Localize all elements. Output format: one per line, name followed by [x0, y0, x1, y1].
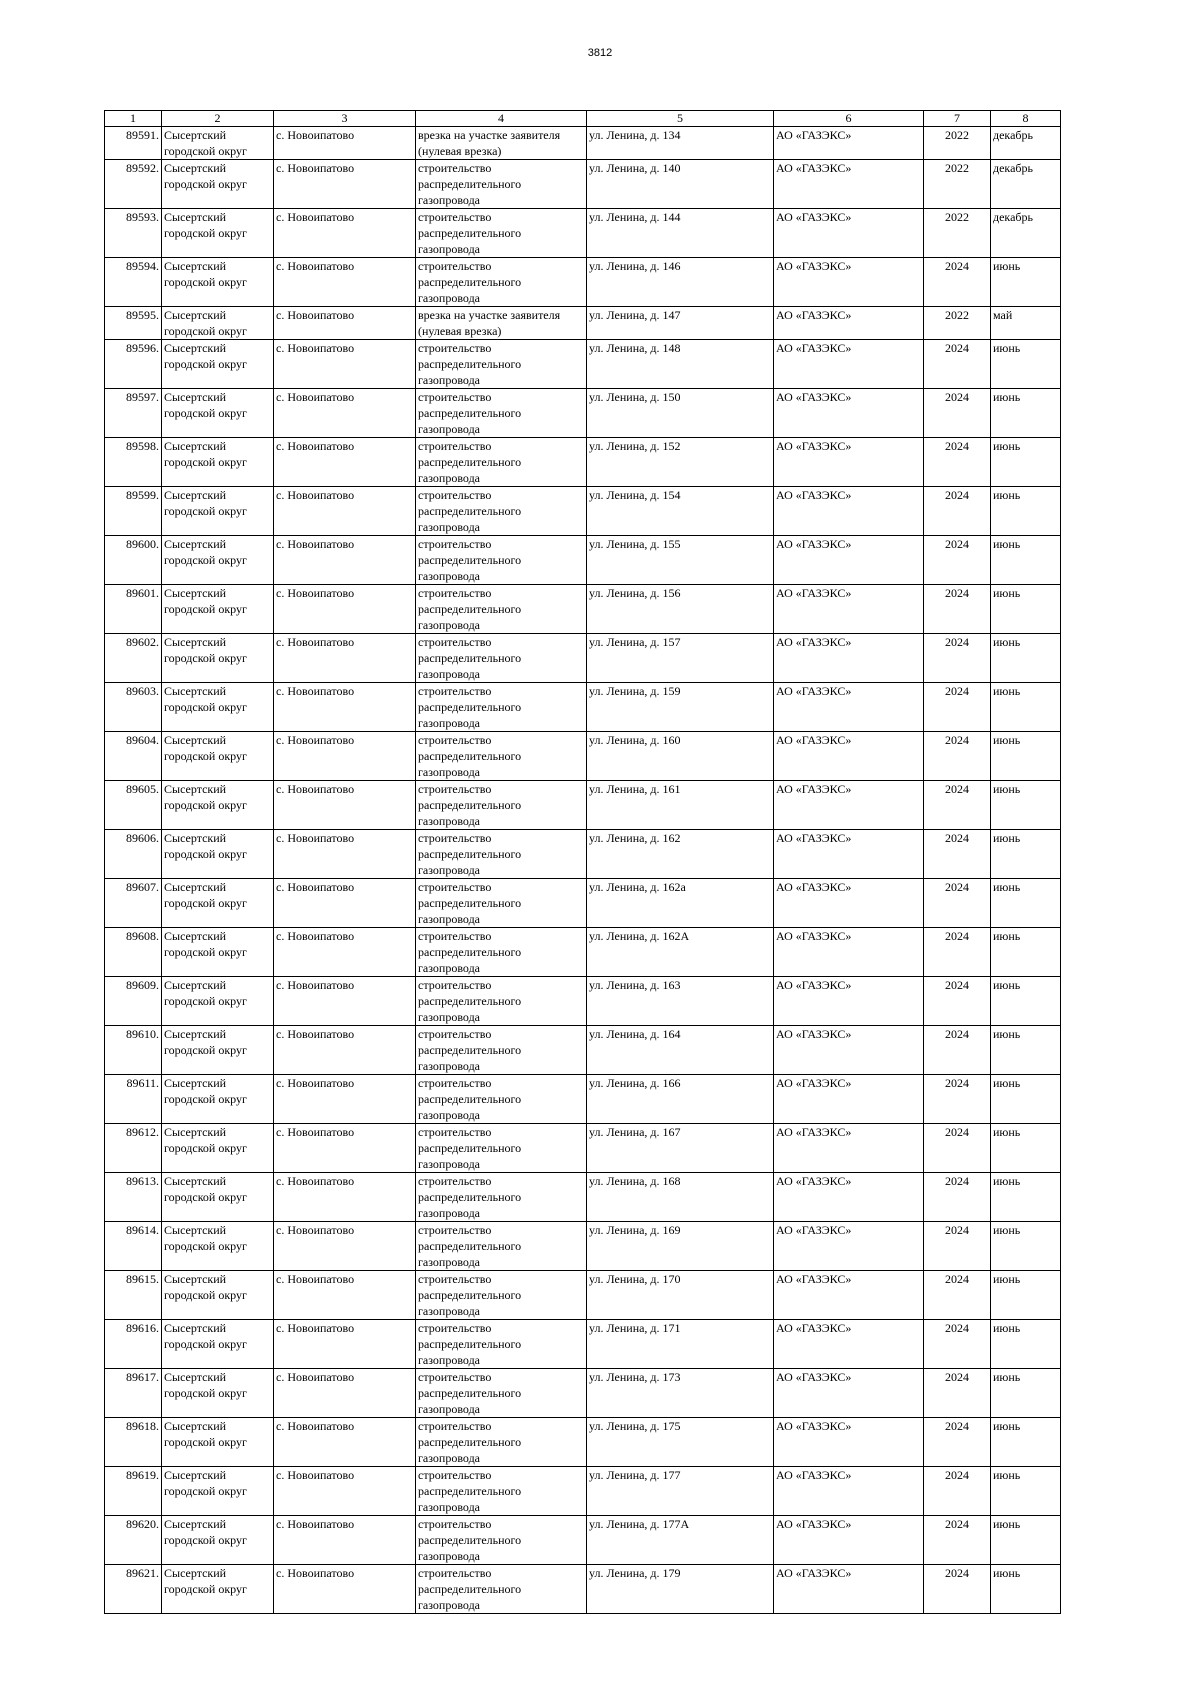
work-type-cell: строительство распределительного газопровода	[416, 1271, 587, 1320]
district-cell: Сысертский городской округ	[162, 634, 274, 683]
table-row	[105, 1320, 1061, 1369]
organization-cell: АО «ГАЗЭКС»	[774, 1418, 924, 1467]
work-type-cell: строительство распределительного газопровода	[416, 487, 587, 536]
table-row	[105, 781, 1061, 830]
organization-cell: АО «ГАЗЭКС»	[774, 683, 924, 732]
address-cell: ул. Ленина, д. 162а	[587, 879, 774, 928]
district-cell: Сысертский городской округ	[162, 1369, 274, 1418]
column-header-5: 5	[587, 111, 774, 127]
work-type-cell: строительство распределительного газопровода	[416, 1516, 587, 1565]
organization-cell: АО «ГАЗЭКС»	[774, 160, 924, 209]
work-type-cell: строительство распределительного газопровода	[416, 160, 587, 209]
row-number-cell: 89598.	[105, 438, 162, 487]
row-number-cell: 89608.	[105, 928, 162, 977]
row-number-cell: 89593.	[105, 209, 162, 258]
locality-cell: с. Новоипатово	[274, 487, 416, 536]
address-cell: ул. Ленина, д. 177А	[587, 1516, 774, 1565]
column-header-6: 6	[774, 111, 924, 127]
organization-cell: АО «ГАЗЭКС»	[774, 209, 924, 258]
year-cell: 2024	[924, 258, 991, 307]
address-cell: ул. Ленина, д. 146	[587, 258, 774, 307]
district-cell: Сысертский городской округ	[162, 1222, 274, 1271]
locality-cell: с. Новоипатово	[274, 928, 416, 977]
address-cell: ул. Ленина, д. 156	[587, 585, 774, 634]
locality-cell: с. Новоипатово	[274, 127, 416, 160]
header-row	[105, 111, 1061, 127]
address-cell: ул. Ленина, д. 144	[587, 209, 774, 258]
district-cell: Сысертский городской округ	[162, 1467, 274, 1516]
table-header	[105, 111, 1061, 127]
district-cell: Сысертский городской округ	[162, 879, 274, 928]
locality-cell: с. Новоипатово	[274, 1516, 416, 1565]
organization-cell: АО «ГАЗЭКС»	[774, 307, 924, 340]
address-cell: ул. Ленина, д. 154	[587, 487, 774, 536]
address-cell: ул. Ленина, д. 177	[587, 1467, 774, 1516]
organization-cell: АО «ГАЗЭКС»	[774, 781, 924, 830]
row-number-cell: 89620.	[105, 1516, 162, 1565]
table-row	[105, 1369, 1061, 1418]
district-cell: Сысертский городской округ	[162, 1565, 274, 1614]
page-number: 3812	[587, 47, 613, 59]
organization-cell: АО «ГАЗЭКС»	[774, 634, 924, 683]
table-row	[105, 879, 1061, 928]
year-cell: 2024	[924, 487, 991, 536]
address-cell: ул. Ленина, д. 134	[587, 127, 774, 160]
table-row	[105, 977, 1061, 1026]
locality-cell: с. Новоипатово	[274, 781, 416, 830]
month-cell: июнь	[991, 879, 1061, 928]
organization-cell: АО «ГАЗЭКС»	[774, 127, 924, 160]
district-cell: Сысертский городской округ	[162, 732, 274, 781]
month-cell: декабрь	[991, 160, 1061, 209]
locality-cell: с. Новоипатово	[274, 1369, 416, 1418]
work-type-cell: строительство распределительного газопровода	[416, 258, 587, 307]
address-cell: ул. Ленина, д. 155	[587, 536, 774, 585]
address-cell: ул. Ленина, д. 169	[587, 1222, 774, 1271]
year-cell: 2024	[924, 340, 991, 389]
address-cell: ул. Ленина, д. 159	[587, 683, 774, 732]
address-cell: ул. Ленина, д. 148	[587, 340, 774, 389]
work-type-cell: строительство распределительного газопровода	[416, 1026, 587, 1075]
locality-cell: с. Новоипатово	[274, 1467, 416, 1516]
organization-cell: АО «ГАЗЭКС»	[774, 340, 924, 389]
month-cell: июнь	[991, 1173, 1061, 1222]
gasification-table	[104, 110, 1061, 1614]
organization-cell: АО «ГАЗЭКС»	[774, 1320, 924, 1369]
row-number-cell: 89615.	[105, 1271, 162, 1320]
locality-cell: с. Новоипатово	[274, 1026, 416, 1075]
organization-cell: АО «ГАЗЭКС»	[774, 585, 924, 634]
locality-cell: с. Новоипатово	[274, 1565, 416, 1614]
table-row	[105, 634, 1061, 683]
table-row	[105, 1173, 1061, 1222]
district-cell: Сысертский городской округ	[162, 487, 274, 536]
organization-cell: АО «ГАЗЭКС»	[774, 830, 924, 879]
organization-cell: АО «ГАЗЭКС»	[774, 1173, 924, 1222]
table-row	[105, 1026, 1061, 1075]
address-cell: ул. Ленина, д. 150	[587, 389, 774, 438]
work-type-cell: врезка на участке заявителя (нулевая врезка)	[416, 127, 587, 160]
organization-cell: АО «ГАЗЭКС»	[774, 536, 924, 585]
year-cell: 2024	[924, 536, 991, 585]
address-cell: ул. Ленина, д. 170	[587, 1271, 774, 1320]
table-row	[105, 928, 1061, 977]
locality-cell: с. Новоипатово	[274, 1124, 416, 1173]
year-cell: 2024	[924, 781, 991, 830]
locality-cell: с. Новоипатово	[274, 1222, 416, 1271]
district-cell: Сысертский городской округ	[162, 127, 274, 160]
work-type-cell: строительство распределительного газопровода	[416, 1369, 587, 1418]
locality-cell: с. Новоипатово	[274, 536, 416, 585]
table-row	[105, 487, 1061, 536]
work-type-cell: строительство распределительного газопровода	[416, 928, 587, 977]
organization-cell: АО «ГАЗЭКС»	[774, 1467, 924, 1516]
table-body	[105, 127, 1061, 1614]
table-row	[105, 258, 1061, 307]
district-cell: Сысертский городской округ	[162, 977, 274, 1026]
locality-cell: с. Новоипатово	[274, 438, 416, 487]
year-cell: 2024	[924, 438, 991, 487]
district-cell: Сысертский городской округ	[162, 307, 274, 340]
locality-cell: с. Новоипатово	[274, 977, 416, 1026]
year-cell: 2024	[924, 1173, 991, 1222]
month-cell: июнь	[991, 258, 1061, 307]
address-cell: ул. Ленина, д. 171	[587, 1320, 774, 1369]
row-number-cell: 89592.	[105, 160, 162, 209]
address-cell: ул. Ленина, д. 173	[587, 1369, 774, 1418]
table-row	[105, 340, 1061, 389]
organization-cell: АО «ГАЗЭКС»	[774, 732, 924, 781]
month-cell: июнь	[991, 1026, 1061, 1075]
address-cell: ул. Ленина, д. 161	[587, 781, 774, 830]
district-cell: Сысертский городской округ	[162, 1320, 274, 1369]
district-cell: Сысертский городской округ	[162, 585, 274, 634]
locality-cell: с. Новоипатово	[274, 340, 416, 389]
month-cell: июнь	[991, 830, 1061, 879]
table-row	[105, 732, 1061, 781]
district-cell: Сысертский городской округ	[162, 1173, 274, 1222]
work-type-cell: строительство распределительного газопровода	[416, 781, 587, 830]
work-type-cell: строительство распределительного газопровода	[416, 1173, 587, 1222]
month-cell: июнь	[991, 1565, 1061, 1614]
district-cell: Сысертский городской округ	[162, 438, 274, 487]
work-type-cell: строительство распределительного газопровода	[416, 879, 587, 928]
month-cell: июнь	[991, 781, 1061, 830]
district-cell: Сысертский городской округ	[162, 340, 274, 389]
month-cell: июнь	[991, 1222, 1061, 1271]
row-number-cell: 89603.	[105, 683, 162, 732]
work-type-cell: строительство распределительного газопровода	[416, 1222, 587, 1271]
row-number-cell: 89614.	[105, 1222, 162, 1271]
work-type-cell: строительство распределительного газопровода	[416, 634, 587, 683]
row-number-cell: 89605.	[105, 781, 162, 830]
work-type-cell: строительство распределительного газопровода	[416, 732, 587, 781]
organization-cell: АО «ГАЗЭКС»	[774, 487, 924, 536]
locality-cell: с. Новоипатово	[274, 1075, 416, 1124]
year-cell: 2024	[924, 1026, 991, 1075]
address-cell: ул. Ленина, д. 175	[587, 1418, 774, 1467]
district-cell: Сысертский городской округ	[162, 536, 274, 585]
year-cell: 2024	[924, 879, 991, 928]
row-number-cell: 89597.	[105, 389, 162, 438]
year-cell: 2024	[924, 1565, 991, 1614]
organization-cell: АО «ГАЗЭКС»	[774, 928, 924, 977]
district-cell: Сысертский городской округ	[162, 1271, 274, 1320]
district-cell: Сысертский городской округ	[162, 160, 274, 209]
row-number-cell: 89616.	[105, 1320, 162, 1369]
row-number-cell: 89617.	[105, 1369, 162, 1418]
row-number-cell: 89595.	[105, 307, 162, 340]
work-type-cell: строительство распределительного газопровода	[416, 1320, 587, 1369]
month-cell: декабрь	[991, 127, 1061, 160]
district-cell: Сысертский городской округ	[162, 830, 274, 879]
year-cell: 2024	[924, 830, 991, 879]
table-row	[105, 1565, 1061, 1614]
year-cell: 2024	[924, 1369, 991, 1418]
organization-cell: АО «ГАЗЭКС»	[774, 1271, 924, 1320]
row-number-cell: 89602.	[105, 634, 162, 683]
locality-cell: с. Новоипатово	[274, 258, 416, 307]
month-cell: июнь	[991, 585, 1061, 634]
district-cell: Сысертский городской округ	[162, 1124, 274, 1173]
address-cell: ул. Ленина, д. 157	[587, 634, 774, 683]
table-row	[105, 160, 1061, 209]
year-cell: 2024	[924, 585, 991, 634]
table-row	[105, 1516, 1061, 1565]
year-cell: 2024	[924, 634, 991, 683]
table-row	[105, 127, 1061, 160]
month-cell: июнь	[991, 340, 1061, 389]
year-cell: 2024	[924, 1124, 991, 1173]
locality-cell: с. Новоипатово	[274, 389, 416, 438]
year-cell: 2024	[924, 1075, 991, 1124]
district-cell: Сысертский городской округ	[162, 683, 274, 732]
column-header-3: 3	[274, 111, 416, 127]
row-number-cell: 89591.	[105, 127, 162, 160]
month-cell: июнь	[991, 928, 1061, 977]
work-type-cell: строительство распределительного газопровода	[416, 340, 587, 389]
work-type-cell: строительство распределительного газопровода	[416, 683, 587, 732]
month-cell: июнь	[991, 536, 1061, 585]
organization-cell: АО «ГАЗЭКС»	[774, 1026, 924, 1075]
locality-cell: с. Новоипатово	[274, 160, 416, 209]
table-row	[105, 438, 1061, 487]
table-row	[105, 209, 1061, 258]
row-number-cell: 89606.	[105, 830, 162, 879]
year-cell: 2024	[924, 1222, 991, 1271]
address-cell: ул. Ленина, д. 152	[587, 438, 774, 487]
address-cell: ул. Ленина, д. 179	[587, 1565, 774, 1614]
row-number-cell: 89610.	[105, 1026, 162, 1075]
year-cell: 2024	[924, 732, 991, 781]
district-cell: Сысертский городской округ	[162, 1075, 274, 1124]
district-cell: Сысертский городской округ	[162, 258, 274, 307]
month-cell: декабрь	[991, 209, 1061, 258]
district-cell: Сысертский городской округ	[162, 1026, 274, 1075]
column-header-4: 4	[416, 111, 587, 127]
table-row	[105, 1418, 1061, 1467]
organization-cell: АО «ГАЗЭКС»	[774, 389, 924, 438]
district-cell: Сысертский городской округ	[162, 389, 274, 438]
locality-cell: с. Новоипатово	[274, 732, 416, 781]
month-cell: июнь	[991, 1075, 1061, 1124]
year-cell: 2024	[924, 928, 991, 977]
year-cell: 2022	[924, 209, 991, 258]
district-cell: Сысертский городской округ	[162, 1418, 274, 1467]
month-cell: июнь	[991, 1467, 1061, 1516]
organization-cell: АО «ГАЗЭКС»	[774, 879, 924, 928]
year-cell: 2022	[924, 160, 991, 209]
month-cell: июнь	[991, 1271, 1061, 1320]
district-cell: Сысертский городской округ	[162, 1516, 274, 1565]
table-row	[105, 585, 1061, 634]
year-cell: 2024	[924, 389, 991, 438]
table-row	[105, 389, 1061, 438]
year-cell: 2022	[924, 307, 991, 340]
district-cell: Сысертский городской округ	[162, 928, 274, 977]
organization-cell: АО «ГАЗЭКС»	[774, 438, 924, 487]
address-cell: ул. Ленина, д. 162	[587, 830, 774, 879]
year-cell: 2022	[924, 127, 991, 160]
address-cell: ул. Ленина, д. 163	[587, 977, 774, 1026]
work-type-cell: строительство распределительного газопровода	[416, 1467, 587, 1516]
year-cell: 2024	[924, 977, 991, 1026]
district-cell: Сысертский городской округ	[162, 209, 274, 258]
locality-cell: с. Новоипатово	[274, 683, 416, 732]
work-type-cell: строительство распределительного газопровода	[416, 1075, 587, 1124]
locality-cell: с. Новоипатово	[274, 1418, 416, 1467]
column-header-2: 2	[162, 111, 274, 127]
address-cell: ул. Ленина, д. 160	[587, 732, 774, 781]
address-cell: ул. Ленина, д. 164	[587, 1026, 774, 1075]
row-number-cell: 89609.	[105, 977, 162, 1026]
year-cell: 2024	[924, 1516, 991, 1565]
row-number-cell: 89599.	[105, 487, 162, 536]
row-number-cell: 89619.	[105, 1467, 162, 1516]
work-type-cell: строительство распределительного газопровода	[416, 389, 587, 438]
month-cell: июнь	[991, 1369, 1061, 1418]
address-cell: ул. Ленина, д. 166	[587, 1075, 774, 1124]
organization-cell: АО «ГАЗЭКС»	[774, 977, 924, 1026]
table-row	[105, 1467, 1061, 1516]
table-row	[105, 1124, 1061, 1173]
month-cell: июнь	[991, 732, 1061, 781]
address-cell: ул. Ленина, д. 147	[587, 307, 774, 340]
work-type-cell: строительство распределительного газопровода	[416, 830, 587, 879]
row-number-cell: 89596.	[105, 340, 162, 389]
row-number-cell: 89601.	[105, 585, 162, 634]
work-type-cell: строительство распределительного газопровода	[416, 536, 587, 585]
month-cell: июнь	[991, 1320, 1061, 1369]
year-cell: 2024	[924, 1467, 991, 1516]
address-cell: ул. Ленина, д. 168	[587, 1173, 774, 1222]
organization-cell: АО «ГАЗЭКС»	[774, 1222, 924, 1271]
row-number-cell: 89611.	[105, 1075, 162, 1124]
row-number-cell: 89600.	[105, 536, 162, 585]
organization-cell: АО «ГАЗЭКС»	[774, 1075, 924, 1124]
organization-cell: АО «ГАЗЭКС»	[774, 1369, 924, 1418]
work-type-cell: строительство распределительного газопровода	[416, 977, 587, 1026]
work-type-cell: строительство распределительного газопровода	[416, 1124, 587, 1173]
work-type-cell: строительство распределительного газопровода	[416, 1418, 587, 1467]
address-cell: ул. Ленина, д. 167	[587, 1124, 774, 1173]
row-number-cell: 89613.	[105, 1173, 162, 1222]
table-row	[105, 683, 1061, 732]
month-cell: июнь	[991, 487, 1061, 536]
month-cell: июнь	[991, 389, 1061, 438]
organization-cell: АО «ГАЗЭКС»	[774, 258, 924, 307]
month-cell: июнь	[991, 683, 1061, 732]
table-row	[105, 536, 1061, 585]
row-number-cell: 89621.	[105, 1565, 162, 1614]
month-cell: май	[991, 307, 1061, 340]
organization-cell: АО «ГАЗЭКС»	[774, 1124, 924, 1173]
month-cell: июнь	[991, 1124, 1061, 1173]
table-row	[105, 1075, 1061, 1124]
locality-cell: с. Новоипатово	[274, 830, 416, 879]
locality-cell: с. Новоипатово	[274, 307, 416, 340]
work-type-cell: строительство распределительного газопровода	[416, 585, 587, 634]
column-header-1: 1	[105, 111, 162, 127]
row-number-cell: 89618.	[105, 1418, 162, 1467]
locality-cell: с. Новоипатово	[274, 879, 416, 928]
row-number-cell: 89612.	[105, 1124, 162, 1173]
table-row	[105, 1271, 1061, 1320]
address-cell: ул. Ленина, д. 162А	[587, 928, 774, 977]
locality-cell: с. Новоипатово	[274, 209, 416, 258]
work-type-cell: строительство распределительного газопровода	[416, 209, 587, 258]
locality-cell: с. Новоипатово	[274, 1320, 416, 1369]
column-header-8: 8	[991, 111, 1061, 127]
locality-cell: с. Новоипатово	[274, 1173, 416, 1222]
address-cell: ул. Ленина, д. 140	[587, 160, 774, 209]
table-row	[105, 830, 1061, 879]
district-cell: Сысертский городской округ	[162, 781, 274, 830]
organization-cell: АО «ГАЗЭКС»	[774, 1516, 924, 1565]
work-type-cell: врезка на участке заявителя (нулевая врезка)	[416, 307, 587, 340]
month-cell: июнь	[991, 1516, 1061, 1565]
month-cell: июнь	[991, 1418, 1061, 1467]
row-number-cell: 89607.	[105, 879, 162, 928]
year-cell: 2024	[924, 1418, 991, 1467]
table-row	[105, 307, 1061, 340]
column-header-7: 7	[924, 111, 991, 127]
year-cell: 2024	[924, 1271, 991, 1320]
year-cell: 2024	[924, 1320, 991, 1369]
locality-cell: с. Новоипатово	[274, 1271, 416, 1320]
work-type-cell: строительство распределительного газопровода	[416, 1565, 587, 1614]
organization-cell: АО «ГАЗЭКС»	[774, 1565, 924, 1614]
month-cell: июнь	[991, 438, 1061, 487]
row-number-cell: 89604.	[105, 732, 162, 781]
month-cell: июнь	[991, 634, 1061, 683]
locality-cell: с. Новоипатово	[274, 585, 416, 634]
work-type-cell: строительство распределительного газопровода	[416, 438, 587, 487]
locality-cell: с. Новоипатово	[274, 634, 416, 683]
month-cell: июнь	[991, 977, 1061, 1026]
row-number-cell: 89594.	[105, 258, 162, 307]
year-cell: 2024	[924, 683, 991, 732]
table-row	[105, 1222, 1061, 1271]
